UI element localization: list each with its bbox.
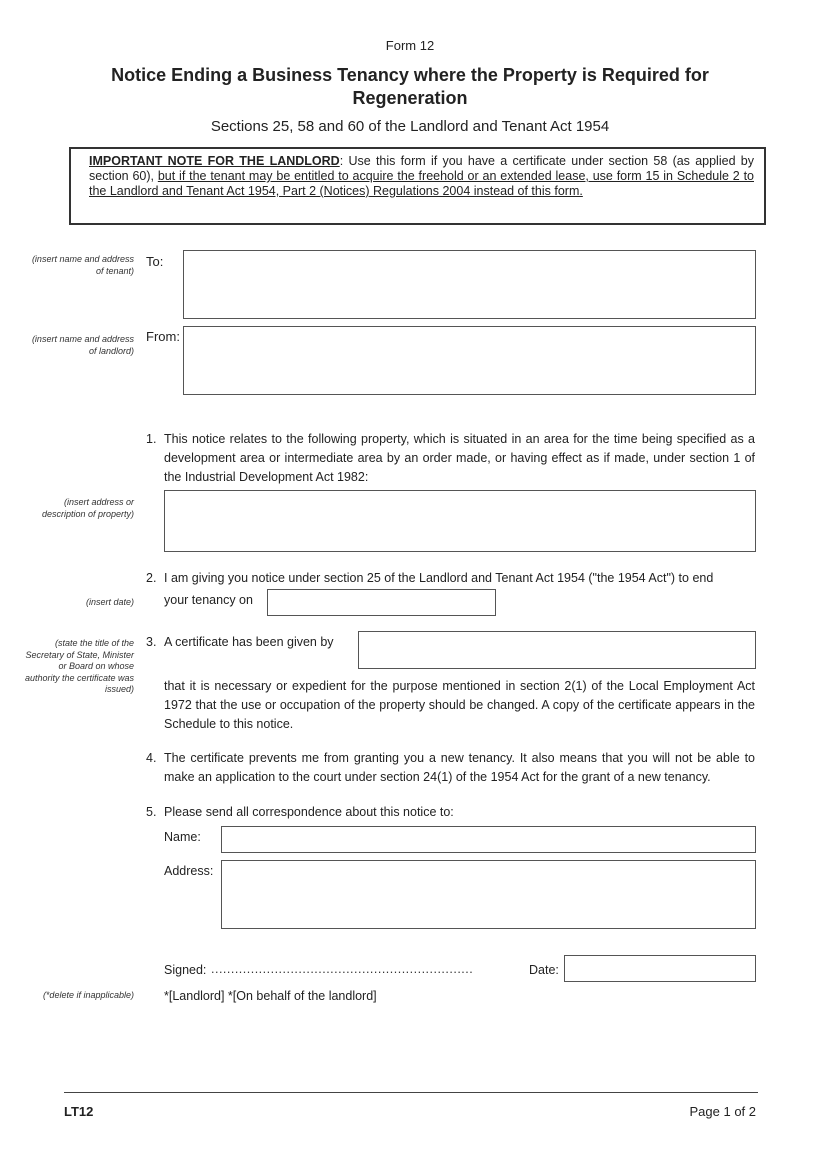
form-code: LT12	[64, 1104, 94, 1119]
para3-text-rest: that it is necessary or expedient for the purpose mentioned in section 2(1) of the Local Employment Act 1972 that the use or occupation of the property should be changed. A copy of the certificate appears in the Schedule to this notice.	[164, 679, 755, 731]
name-label: Name:	[164, 830, 201, 844]
from-side-note: (insert name and address of landlord)	[31, 334, 134, 356]
para1-text: This notice relates to the following property, which is situated in an area for the time being specified as a development area or intermediate area by an order made, or having effect as if made, under section 1 of the Industrial Development Act 1982:	[164, 432, 755, 484]
important-note-underlined: but if the tenant may be entitled to acquire the freehold or an extended lease, use form 15 in Schedule 2 to the Landlord and Tenant Act 1954, Part 2 (Notices) Regulations 2004 instead of this form.	[89, 169, 754, 198]
para3-text-start: A certificate has been given by	[164, 635, 334, 649]
to-label: To:	[146, 254, 164, 269]
para5-number: 5.	[146, 805, 157, 819]
page-number: Page 1 of 2	[689, 1104, 756, 1119]
form-number: Form 12	[385, 38, 435, 53]
from-label: From:	[146, 329, 180, 344]
signed-label: Signed:	[164, 963, 207, 977]
important-note-text: : Use this form if you have a certificate under section 58 (as applied by section 60),	[89, 154, 754, 183]
page-subtitle: Sections 25, 58 and 60 of the Landlord and Tenant Act 1954	[210, 118, 610, 135]
para2-text-line2: your tenancy on	[164, 593, 253, 607]
important-note-box	[69, 147, 766, 225]
para1-number: 1.	[146, 432, 157, 446]
para3-number: 3.	[146, 635, 157, 649]
to-side-note: (insert name and address of tenant)	[31, 254, 134, 276]
from-address-field[interactable]	[183, 326, 756, 395]
end-date-field[interactable]	[267, 589, 496, 616]
signatory-capacity: *[Landlord] *[On behalf of the landlord]	[164, 989, 377, 1003]
certifying-authority-field[interactable]	[358, 631, 756, 669]
name-field[interactable]	[221, 826, 756, 853]
property-description-field[interactable]	[164, 490, 756, 552]
signature-date-field[interactable]	[564, 955, 756, 982]
signature-line[interactable]: ..................................................................	[211, 962, 474, 976]
para2-number: 2.	[146, 571, 157, 585]
para5-text: Please send all correspondence about this notice to:	[164, 805, 454, 819]
page-title: Notice Ending a Business Tenancy where the Property is Required for Regeneration	[111, 65, 709, 108]
footer-divider	[64, 1092, 758, 1093]
para2-side-note: (insert date)	[85, 597, 134, 607]
signature-side-note: (*delete if inapplicable)	[42, 990, 134, 1000]
address-field[interactable]	[221, 860, 756, 929]
date-label: Date:	[529, 963, 559, 977]
to-address-field[interactable]	[183, 250, 756, 319]
para4-number: 4.	[146, 751, 157, 765]
important-note-heading: IMPORTANT NOTE FOR THE LANDLORD	[89, 154, 340, 168]
address-label: Address:	[164, 864, 214, 878]
para2-text: I am giving you notice under section 25 of the Landlord and Tenant Act 1954 ("the 1954 Act") to end	[164, 571, 714, 585]
para3-side-note: (state the title of the Secretary of State, Minister or Board on whose authority the certificate was issued)	[24, 638, 134, 694]
para4-text: The certificate prevents me from granting you a new tenancy. It also means that you will not be able to make an application to the court under section 24(1) of the 1954 Act for the grant of a new tenancy.	[164, 751, 755, 784]
para1-side-note: (insert address or description of property)	[41, 497, 134, 519]
